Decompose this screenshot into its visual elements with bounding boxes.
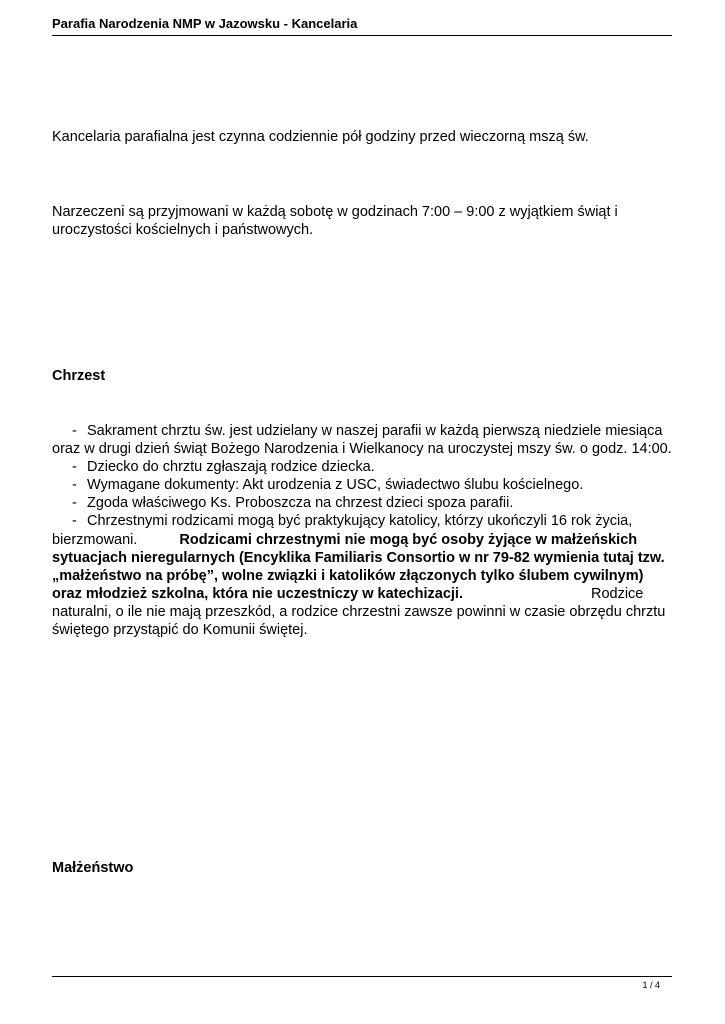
baptism-list [52, 422, 672, 639]
godparents-outro: Rodzice naturalni, o ile nie mają przeszkód, a rodzice chrzestni zawsze powinni w czasie obrzędu chrztu świętego przystąpić do Komunii świętej. [52, 585, 666, 639]
list-item [52, 512, 672, 639]
page-number: 1 / 4 [642, 980, 660, 990]
list-item [52, 422, 672, 458]
page-footer [52, 976, 672, 990]
list-item [52, 476, 672, 494]
bullet-dash: - [72, 423, 77, 439]
baptism-heading: Chrzest [52, 368, 106, 384]
list-item [52, 494, 672, 512]
list-item-text: Dziecko do chrztu zgłaszają rodzice dziecka. [87, 459, 375, 476]
bullet-dash: - [72, 495, 77, 512]
list-item [52, 458, 672, 476]
page-header [52, 15, 672, 36]
list-item-text: Zgoda właściwego Ks. Proboszcza na chrzest dzieci spoza parafii. [87, 495, 514, 512]
bullet-dash: - [72, 477, 77, 494]
list-item-text: Sakrament chrztu św. jest udzielany w naszej parafii w każdą pierwszą niedziele miesiąca oraz w drugi dzień świąt Bożego Narodzenia i Wielkanocy na uroczystej mszy św. o godz. 14:00. [52, 423, 672, 458]
marriage-heading: Małżeństwo [52, 860, 134, 876]
engaged-hours-paragraph: Narzeczeni są przyjmowani w każdą sobotę w godzinach 7:00 – 9:00 z wyjątkiem świąt i uroczystości kościelnych i państwowych. [52, 204, 618, 238]
godparents-intro: Chrzestnymi rodzicami mogą być praktykujący katolicy, którzy ukończyli 16 rok życia, bierzmowani. [52, 513, 633, 548]
bullet-dash: - [72, 459, 77, 476]
list-item-text: Wymagane dokumenty: Akt urodzenia z USC, świadectwo ślubu kościelnego. [87, 477, 584, 494]
bullet-dash: - [72, 513, 77, 530]
godparents-restriction: Rodzicami chrzestnymi nie mogą być osoby żyjące w małżeńskich sytuacjach nieregularnych (Encyklika Familiaris Consortio w nr 79-82 wymienia tutaj tzw. „małżeństwo na próbę”, wolne związki i katolików złączonych tylko ślubem cywilnym) oraz młodzież szkolna, która nie uczestniczy w katechizacji. [52, 531, 665, 602]
office-hours-paragraph: Kancelaria parafialna jest czynna codziennie pół godziny przed wieczorną mszą św. [52, 129, 589, 145]
header-title: Parafia Narodzenia NMP w Jazowsku - Kancelaria [52, 16, 358, 31]
